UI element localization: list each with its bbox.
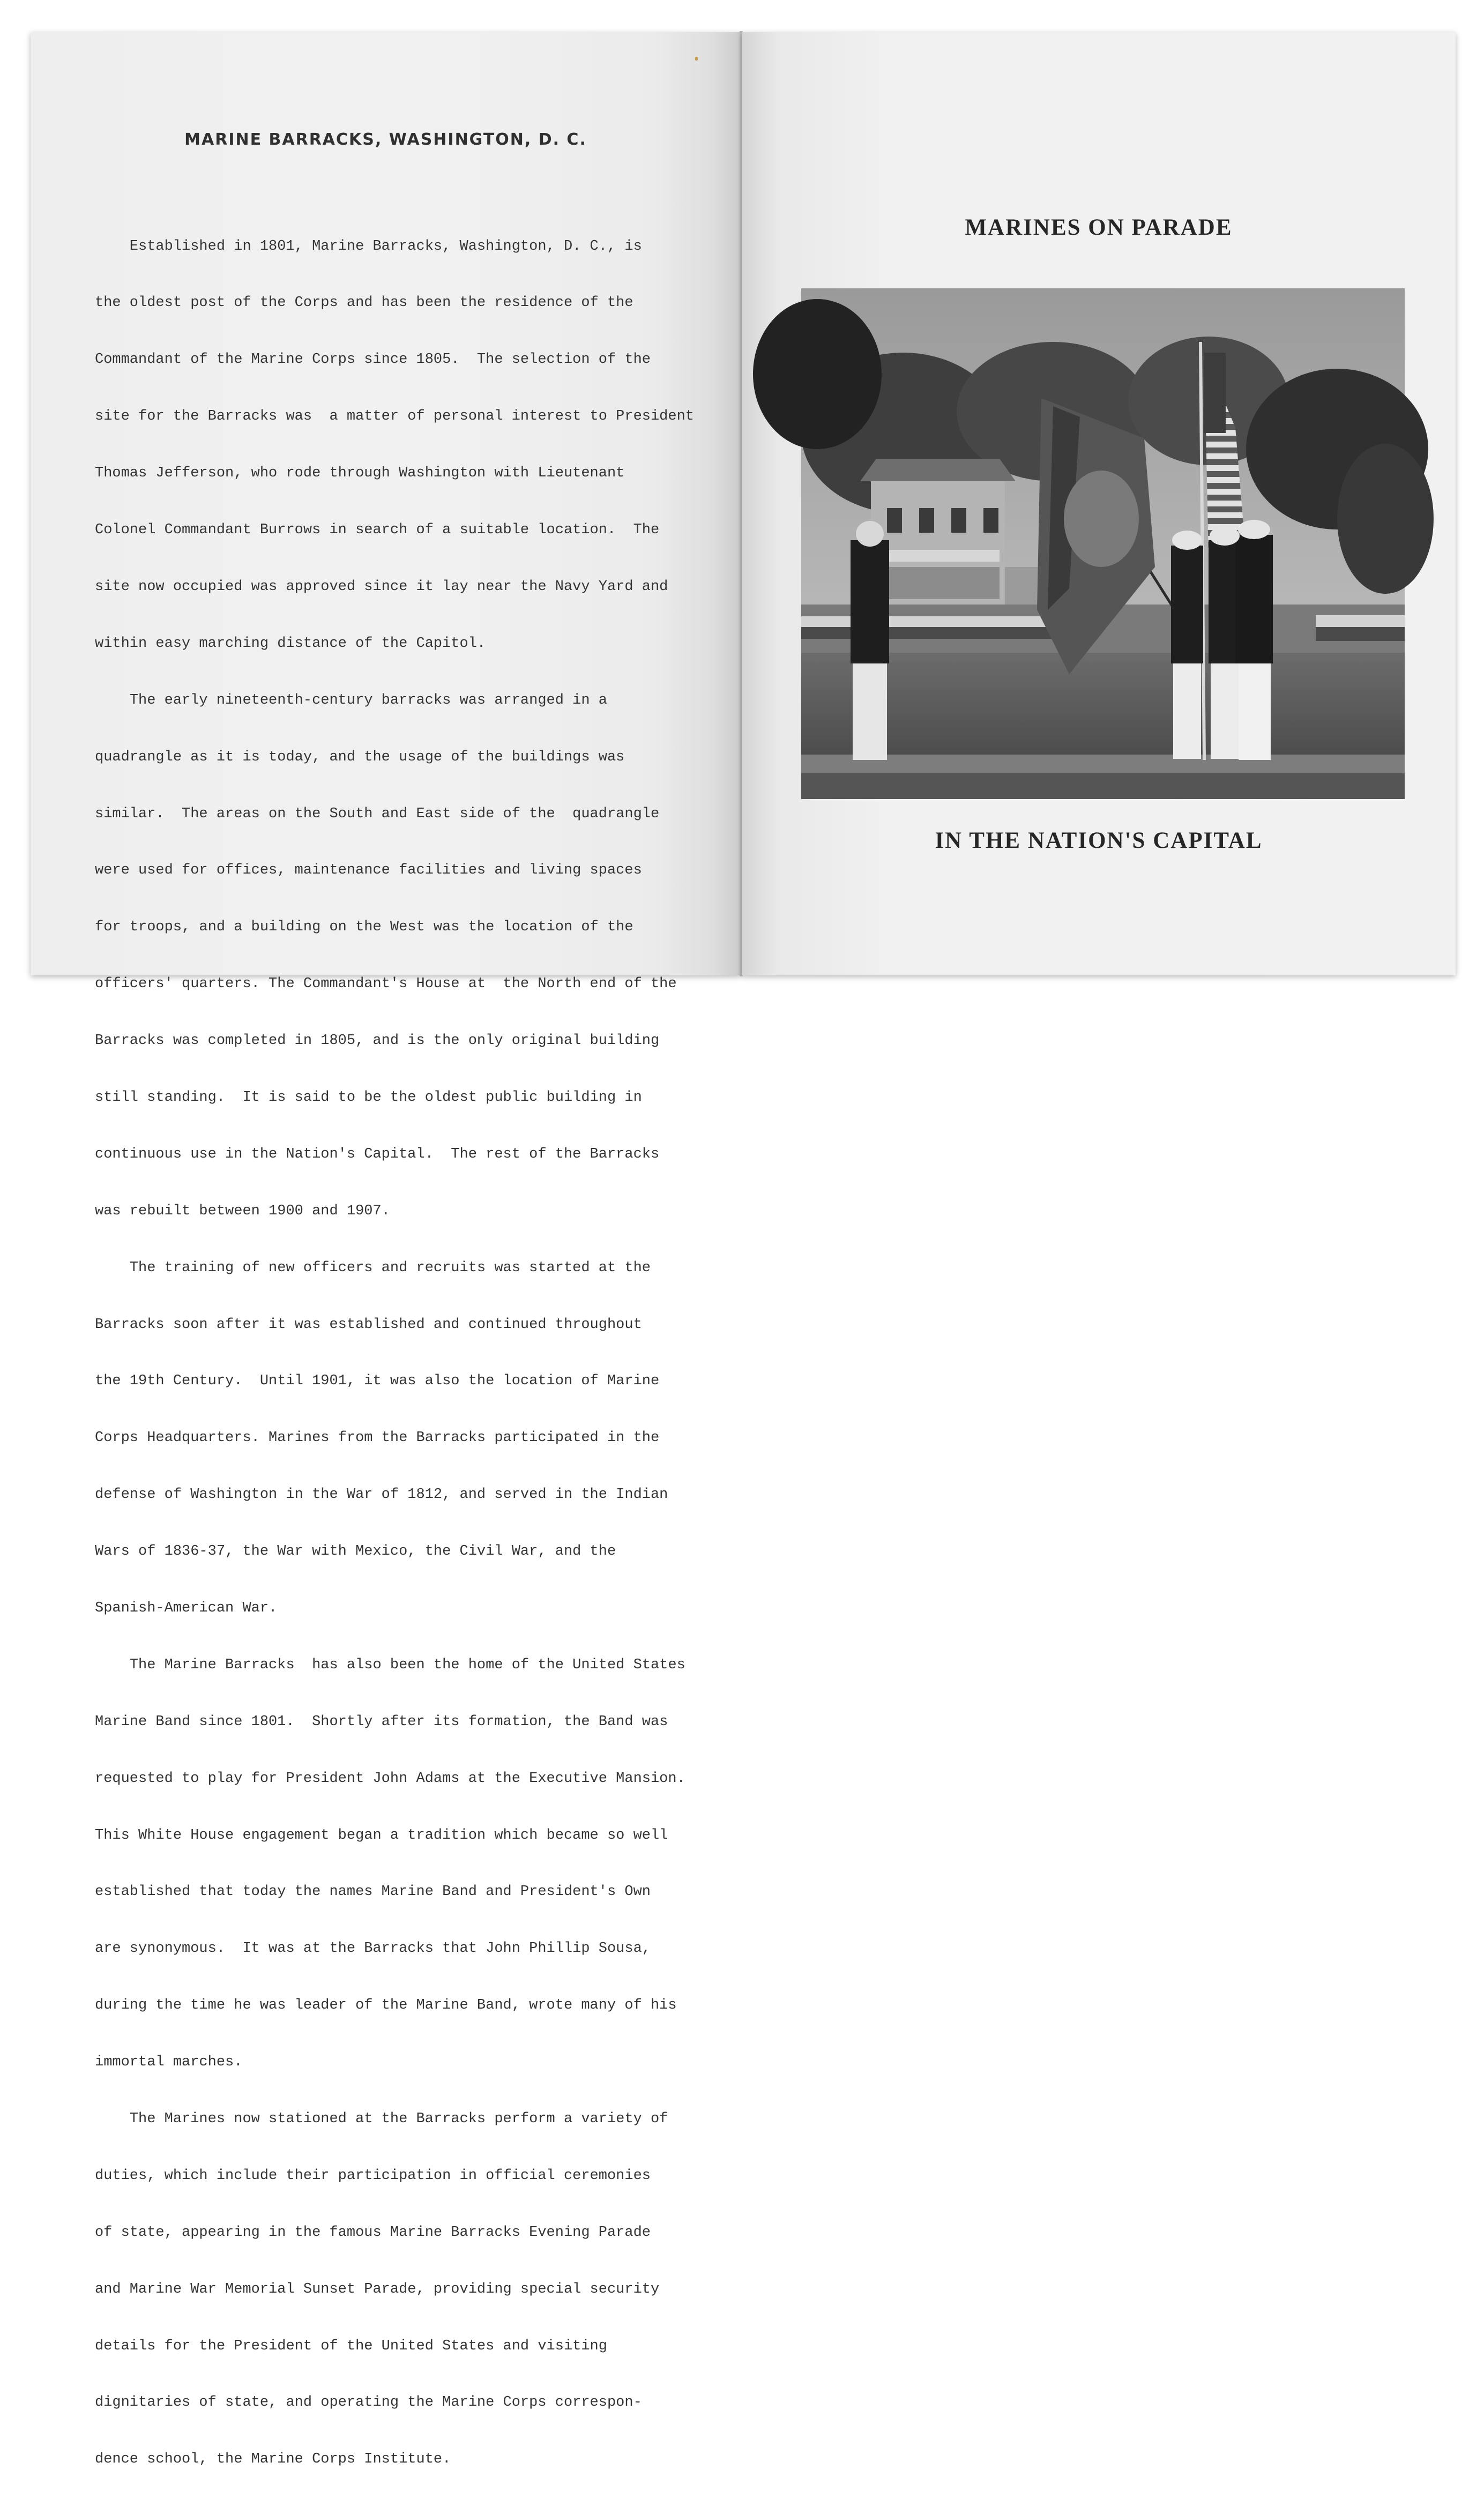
color-guard-photo [801,288,1405,799]
title-top: MARINES ON PARADE [965,215,1233,240]
body-line: officers' quarters. The Commandant's House at the North end of the [95,976,677,993]
body-line: during the time he was leader of the Marine Band, wrote many of his [95,1997,677,2014]
body-line: The training of new officers and recruits was started at the [95,1259,651,1276]
body-line: similar. The areas on the South and East side of the quadrangle [95,805,660,822]
page-heading: MARINE BARRACKS, WASHINGTON, D. C. [184,130,587,149]
paper-fleck [695,57,698,61]
body-line: Barracks soon after it was established and continued throughout [95,1316,642,1333]
body-line: are synonymous. It was at the Barracks that John Phillip Sousa, [95,1941,651,1957]
title-bottom: IN THE NATION'S CAPITAL [935,828,1263,853]
body-line: established that today the names Marine Band and President's Own [95,1884,651,1900]
body-line: Spanish-American War. [95,1600,278,1616]
body-line: dence school, the Marine Corps Institute. [95,2451,451,2468]
body-line: This White House engagement began a tradition which became so well [95,1827,668,1844]
body-line: the oldest post of the Corps and has been the residence of the [95,295,633,311]
body-line: Wars of 1836-37, the War with Mexico, the Civil War, and the [95,1543,616,1560]
body-line: continuous use in the Nation's Capital. The rest of the Barracks [95,1146,660,1162]
body-line: Colonel Commandant Burrows in search of a suitable location. The [95,522,660,539]
photo-illustration [801,288,1405,799]
body-line: was rebuilt between 1900 and 1907. [95,1203,390,1219]
body-line: were used for offices, maintenance facilities and living spaces [95,862,642,879]
body-line: site now occupied was approved since it lay near the Navy Yard and [95,578,668,595]
body-line: the 19th Century. Until 1901, it was also the location of Marine [95,1373,660,1390]
body-line: within easy marching distance of the Capitol. [95,635,486,652]
body-line: Commandant of the Marine Corps since 1805. The selection of the [95,352,651,368]
body-line: immortal marches. [95,2054,243,2071]
body-line: of state, appearing in the famous Marine Barracks Evening Parade [95,2224,651,2241]
body-line: Established in 1801, Marine Barracks, Washington, D. C., is [95,238,642,255]
body-line: Marine Band since 1801. Shortly after its formation, the Band was [95,1713,668,1730]
body-line: quadrangle as it is today, and the usage of the buildings was [95,749,625,765]
body-line: still standing. It is said to be the oldest public building in [95,1089,642,1106]
body-line: defense of Washington in the War of 1812, and served in the Indian [95,1487,668,1503]
body-line: duties, which include their participation in official ceremonies [95,2167,651,2184]
body-line: details for the President of the United States and visiting [95,2338,607,2354]
body-line: requested to play for President John Adams at the Executive Mansion. [95,1770,685,1787]
body-line: site for the Barracks was a matter of personal interest to President [95,408,694,425]
body-text [95,199,694,2507]
body-line: for troops, and a building on the West was the location of the [95,919,633,936]
body-line: Corps Headquarters. Marines from the Barracks participated in the [95,1430,660,1446]
body-line: The early nineteenth-century barracks was arranged in a [95,692,607,708]
body-line: Thomas Jefferson, who rode through Washington with Lieutenant [95,465,625,482]
left-page [31,32,741,2468]
right-page [742,32,1456,975]
body-line: Barracks was completed in 1805, and is the only original building [95,1033,660,1049]
body-line: and Marine War Memorial Sunset Parade, providing special security [95,2281,660,2297]
body-line: dignitaries of state, and operating the Marine Corps correspon- [95,2394,642,2411]
body-line: The Marines now stationed at the Barracks perform a variety of [95,2110,668,2127]
body-line: The Marine Barracks has also been the home of the United States [95,1657,685,1673]
